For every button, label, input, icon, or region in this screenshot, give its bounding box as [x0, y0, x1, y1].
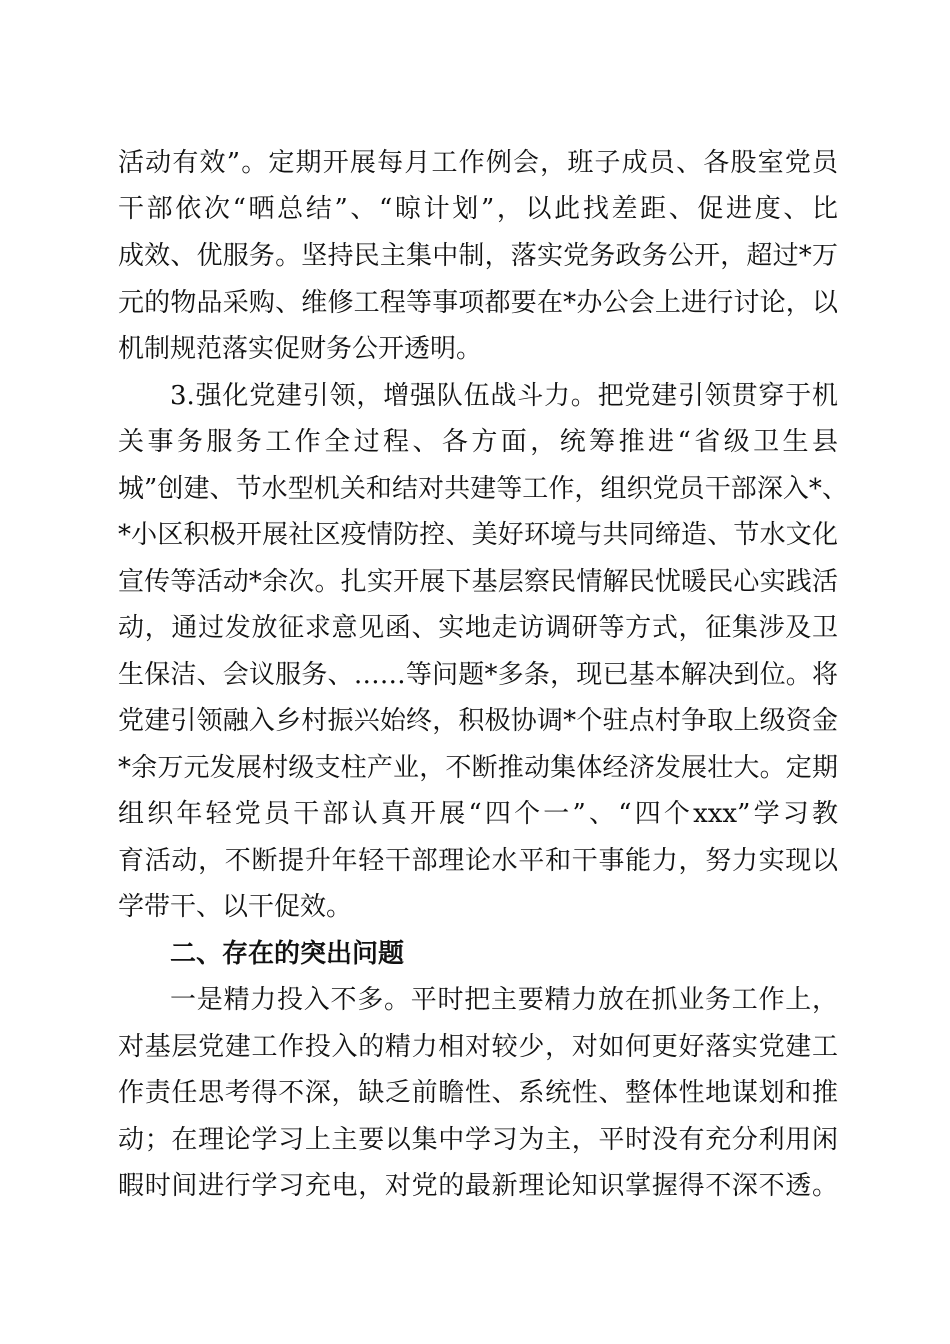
paragraph-line: 育活动，不断提升年轻干部理论水平和干事能力，努力实现以 — [118, 846, 838, 876]
paragraph-line: 党建引领融入乡村振兴始终，积极协调*个驻点村争取上级资金 — [118, 706, 838, 736]
paragraph-line: 机制规范落实促财务公开透明。 — [118, 334, 483, 364]
paragraph-line: 对基层党建工作投入的精力相对较少，对如何更好落实党建工 — [118, 1032, 838, 1062]
paragraph-line: 活动有效”。定期开展每月工作例会，班子成员、各股室党员 — [118, 148, 838, 178]
paragraph-line: 动，通过发放征求意见函、实地走访调研等方式，征集涉及卫 — [118, 613, 838, 643]
section-heading: 二、存在的突出问题 — [170, 939, 405, 969]
paragraph-line: 关事务服务工作全过程、各方面，统筹推进“省级卫生县 — [118, 427, 838, 457]
paragraph-line: 宣传等活动*余次。扎实开展下基层察民情解民忧暖民心实践活 — [118, 567, 838, 597]
paragraph-line: 成效、优服务。坚持民主集中制，落实党务政务公开，超过*万 — [118, 241, 838, 271]
paragraph-line: 城”创建、节水型机关和结对共建等工作，组织党员干部深入*、 — [118, 474, 848, 504]
paragraph-line: 作责任思考得不深，缺乏前瞻性、系统性、整体性地谋划和推 — [118, 1078, 838, 1108]
paragraph-line: 3.强化党建引领，增强队伍战斗力。把党建引领贯穿于机 — [170, 381, 838, 411]
paragraph-line: 学带干、以干促效。 — [118, 892, 353, 922]
paragraph-line: 暇时间进行学习充电，对党的最新理论知识掌握得不深不透。 — [118, 1171, 838, 1201]
paragraph-line: 干部依次“晒总结”、“晾计划”，以此找差距、促进度、比 — [118, 194, 838, 224]
paragraph-line: *余万元发展村级支柱产业，不断推动集体经济发展壮大。定期 — [118, 753, 838, 783]
paragraph-line: *小区积极开展社区疫情防控、美好环境与共同缔造、节水文化 — [118, 520, 838, 550]
paragraph-line: 元的物品采购、维修工程等事项都要在*办公会上进行讨论，以 — [118, 288, 838, 318]
paragraph-line: 组织年轻党员干部认真开展“四个一”、“四个xxx”学习教 — [118, 799, 838, 829]
paragraph-line: 生保洁、会议服务、……等问题*多条，现已基本解决到位。将 — [118, 660, 838, 690]
paragraph-line: 动；在理论学习上主要以集中学习为主，平时没有充分利用闲 — [118, 1125, 838, 1155]
paragraph-line: 一是精力投入不多。平时把主要精力放在抓业务工作上， — [170, 985, 838, 1015]
